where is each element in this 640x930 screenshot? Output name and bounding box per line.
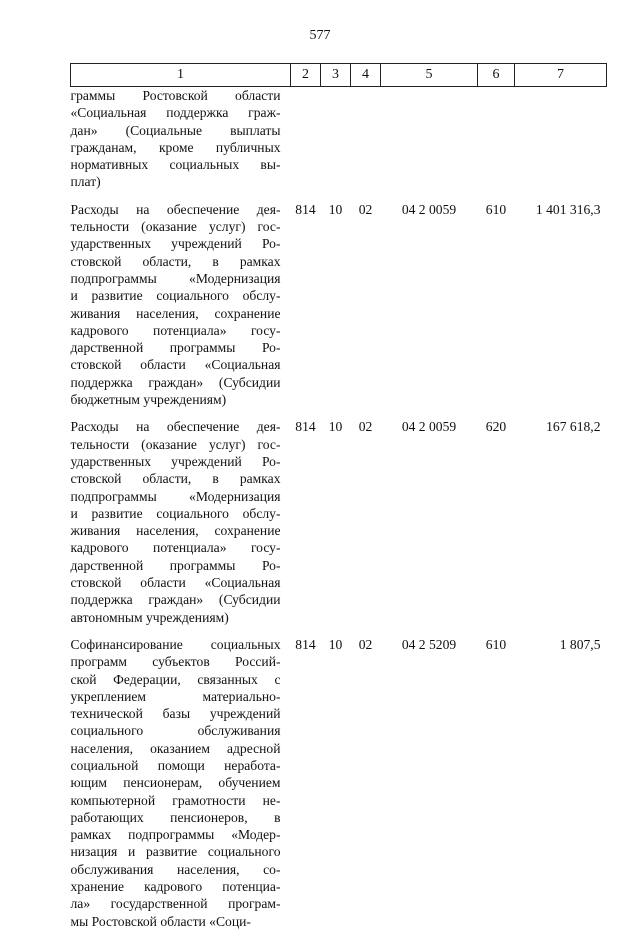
description-line: Софинансирование социальных: [70, 636, 281, 652]
row-spacer-cell: [71, 191, 607, 201]
row-expense-type: 610: [485, 201, 507, 217]
description-line: Расходы на обеспечение дея-: [70, 419, 281, 435]
row-ministry-code: 814: [295, 636, 316, 652]
row-description: [71, 201, 291, 409]
description-line: Расходы на обеспечение дея-: [70, 201, 281, 217]
row-spacer: [71, 408, 607, 418]
budget-table: [70, 63, 607, 930]
description-line: нормативных социальных вы-: [70, 157, 281, 173]
row-amount: 1 807,5: [559, 636, 601, 652]
description-line: обслуживания населения, со-: [70, 861, 281, 877]
description-line: ющим пенсионерам, обучением: [70, 775, 281, 791]
description-line: и развитие социального обслу-: [70, 288, 281, 304]
row-spacer-cell: [71, 408, 607, 418]
row-subsection-code: 02: [358, 636, 373, 652]
description-line: гражданам, кроме публичных: [70, 139, 281, 155]
description-line: подпрограммы «Модернизация: [70, 270, 281, 286]
description-line: социального обслуживания: [70, 723, 281, 739]
description-line: кадрового потенциала» госу-: [70, 322, 281, 338]
description-line: компьютерной грамотности не-: [70, 792, 281, 808]
description-line: подпрограммы «Модернизация: [70, 488, 281, 504]
description-line: бюджетным учреждениям): [70, 392, 227, 408]
header-col-2: 2: [291, 64, 321, 87]
description-line: стовской области, в рамках: [70, 471, 281, 487]
description-line: рамках подпрограммы «Модер-: [70, 827, 281, 843]
description-line: хранение кадрового потенциа-: [70, 879, 281, 895]
row-spacer: [71, 191, 607, 201]
row-target-code: 04 2 5209: [401, 636, 457, 652]
row-subsection-code: [351, 87, 381, 191]
row-description: [71, 636, 291, 930]
row-target-code: [381, 87, 478, 191]
description-line: тельности (оказание услуг) гос-: [70, 436, 281, 452]
row-expense-type: 610: [485, 636, 507, 652]
header-col-7: 7: [515, 64, 607, 87]
table-row: [71, 201, 607, 409]
description-line: мы Ростовской области «Соци-: [70, 913, 251, 929]
row-spacer: [71, 626, 607, 636]
description-line: «Социальная поддержка граж-: [70, 105, 281, 121]
header-col-4: 4: [351, 64, 381, 87]
description-line: программ субъектов Россий-: [70, 654, 281, 670]
row-expense-type: 620: [485, 419, 507, 435]
description-line: социальной помощи неработа-: [70, 757, 281, 773]
description-line: автономным учреждениям): [70, 609, 229, 625]
description-line: населения, оказанием адресной: [70, 740, 281, 756]
row-amount: [515, 87, 607, 191]
description-line: технической базы учреждений: [70, 706, 281, 722]
description-line: плат): [70, 174, 101, 190]
description-line: ла» государственной програм-: [70, 896, 281, 912]
row-subsection-code: 02: [358, 201, 373, 217]
table-row: [71, 418, 607, 626]
description-line: поддержка граждан» (Субсидии: [70, 374, 281, 390]
description-line: стовской области «Социальная: [70, 575, 281, 591]
row-description: [71, 87, 291, 191]
row-amount: 167 618,2: [546, 419, 601, 435]
description-line: граммы Ростовской области: [70, 88, 281, 103]
page-number: 577: [309, 28, 331, 43]
row-section-code: 10: [328, 201, 343, 217]
row-description: [71, 418, 291, 626]
row-target-code: 04 2 0059: [401, 201, 457, 217]
row-spacer-cell: [71, 626, 607, 636]
row-ministry-code: [291, 87, 321, 191]
header-col-3: 3: [321, 64, 351, 87]
header-row: [71, 64, 607, 87]
description-line: ударственных учреждений Ро-: [70, 236, 281, 252]
description-line: живания населения, сохранение: [70, 305, 281, 321]
row-ministry-code: 814: [295, 201, 316, 217]
row-subsection-code: 02: [358, 419, 373, 435]
row-section-code: 10: [328, 636, 343, 652]
header-col-5: 5: [381, 64, 478, 87]
description-line: ударственных учреждений Ро-: [70, 453, 281, 469]
description-line: поддержка граждан» (Субсидии: [70, 592, 281, 608]
table-row: [71, 636, 607, 930]
header-col-6: 6: [478, 64, 515, 87]
row-section-code: 10: [328, 419, 343, 435]
row-amount: 1 401 316,3: [535, 201, 601, 217]
description-line: дарственной программы Ро-: [70, 340, 281, 356]
row-expense-type: [478, 87, 515, 191]
description-line: и развитие социального обслу-: [70, 505, 281, 521]
description-line: работающих пенсионеров, в: [70, 809, 281, 825]
description-line: дан» (Социальные выплаты: [70, 122, 281, 138]
description-line: укреплением материально-: [70, 688, 281, 704]
description-line: стовской области «Социальная: [70, 357, 281, 373]
description-line: тельности (оказание услуг) гос-: [70, 219, 281, 235]
row-target-code: 04 2 0059: [401, 419, 457, 435]
row-ministry-code: 814: [295, 419, 316, 435]
table-row: [71, 87, 607, 191]
description-line: ской Федерации, связанных с: [70, 671, 281, 687]
description-line: низация и развитие социального: [70, 844, 281, 860]
row-section-code: [321, 87, 351, 191]
description-line: стовской области, в рамках: [70, 253, 281, 269]
description-line: дарственной программы Ро-: [70, 557, 281, 573]
header-col-1: 1: [71, 64, 291, 87]
description-line: живания населения, сохранение: [70, 523, 281, 539]
description-line: кадрового потенциала» госу-: [70, 540, 281, 556]
